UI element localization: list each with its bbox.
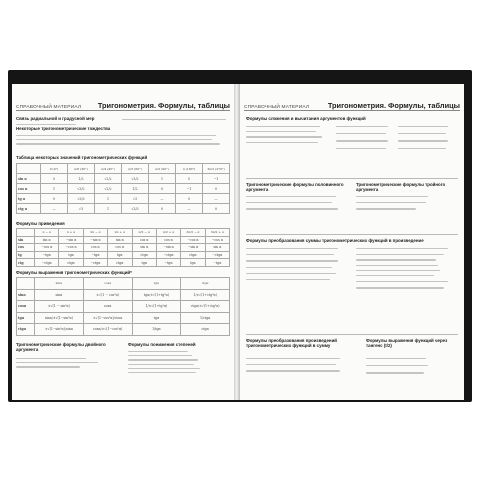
table-cell: tgα [17,312,35,324]
left-page [12,84,234,400]
table-cell: −cos α [181,236,205,244]
table-cell: −tgα [205,259,229,267]
column-header: π + α [59,229,83,237]
column-header: tgα [132,278,181,290]
formula-block [336,124,394,149]
table-cell: ctgα [132,251,156,259]
table-cell: cosα [17,301,35,313]
table-row [17,251,230,259]
section-reduction: Формулы приведения [16,221,65,226]
formula-block [16,133,230,145]
formula-block [16,122,112,125]
table-cell: tgα/±√(1+tg²α) [132,289,181,301]
column-header: π/2 (90°) [149,164,176,174]
column-header: 0 (0°) [41,164,68,174]
table-cell: √3 [68,204,95,214]
table-cell: −cos α [35,244,59,252]
table-cell: cos α [83,244,107,252]
table-cell: cosα [83,301,132,313]
table-cell: ±√(1−cos²α)/cosα [83,312,132,324]
table-cell: tgα [132,312,181,324]
table-cell: √3/3 [122,204,149,214]
table-cell: 1 [149,174,176,184]
section-radian-degree: Связь радиальной и градусной мер [16,116,95,121]
formula-block [366,356,458,374]
left-header-title: Тригонометрия. Формулы, таблицы [97,101,230,110]
column-header: cosα [83,278,132,290]
table-cell: 0 [41,194,68,204]
table-cell: √2/2 [95,174,122,184]
formula-block [246,356,350,372]
formula-block [356,194,456,210]
table-row [17,278,230,290]
column-header: π/4 (45°) [95,164,122,174]
table-cell: ±√(1−sin²α)/sinα [35,324,84,336]
section-identities: Некоторые тригонометрические тождества [16,126,111,131]
table-cell: — [203,194,230,204]
table-cell: √3/3 [68,194,95,204]
right-header-title: Тригонометрия. Формулы, таблицы [327,101,460,110]
table-cell: −cos α [59,244,83,252]
table-cell: sin α [17,174,41,184]
column-header: 3π/2 − α [181,229,205,237]
column-header: π/6 (30°) [68,164,95,174]
table-cell: ctgα [181,251,205,259]
table-cell: ctgα [17,324,35,336]
column-header: π/2 + α [156,229,180,237]
table-cell: ctg α [17,204,41,214]
table-cell: cos α [156,236,180,244]
table-row [17,312,230,324]
table-cell: −sin α [156,244,180,252]
table-cell: −ctgα [35,259,59,267]
table-cell: sin α [205,244,229,252]
table-cell: ctg [17,259,35,267]
table-cell: — [41,204,68,214]
column-header [17,278,35,290]
table-cell: tgα [59,251,83,259]
table-cell: 0 [41,174,68,184]
left-page-header [16,96,230,111]
table-cell: 1/2 [122,184,149,194]
table-row [17,194,230,204]
column-header: sinα [35,278,84,290]
values-table [16,163,230,214]
right-header-label: СПРАВОЧНЫЙ МАТЕРИАЛ [244,105,310,110]
formula-block [356,246,458,289]
formula-block [246,246,346,280]
table-cell: 1/±√(1+ctg²α) [181,289,230,301]
expression-table [16,277,230,336]
table-cell: 1/2 [68,174,95,184]
reduction-table [16,228,230,267]
table-cell: −tgα [35,251,59,259]
table-cell: √3/2 [122,174,149,184]
table-cell: 0 [149,204,176,214]
table-cell: sin α [35,236,59,244]
formula-block [398,124,458,149]
table-cell: 1/tgα [132,324,181,336]
table-row [17,164,230,174]
table-cell: 1 [95,194,122,204]
table-row [17,259,230,267]
table-row [17,204,230,214]
column-header: π (180°) [176,164,203,174]
table-cell: cos α [132,236,156,244]
table-cell: ctgα [59,259,83,267]
table-cell: 0 [203,184,230,194]
table-cell: 0 [176,194,203,204]
table-cell: −sin α [59,236,83,244]
table-cell: −ctgα [156,251,180,259]
column-header: 3π/2 + α [205,229,229,237]
table-cell: 1/ctgα [181,312,230,324]
table-cell: 0 [176,174,203,184]
table-cell: −1 [203,174,230,184]
section-sum-to-product: Формулы преобразования суммы тригонометрических функций в произведение [246,238,424,243]
table-row [17,229,230,237]
table-cell: 0 [203,204,230,214]
section-expression: Формулы выражения тригонометрических функций* [16,270,132,275]
table-cell: −sin α [181,244,205,252]
table-row [17,301,230,313]
table-cell: sinα [17,289,35,301]
table-cell: sinα [35,289,84,301]
section-tangent-half: Формулы выражения функций через тангенс (t/2) [366,338,448,349]
table-cell: √3 [122,194,149,204]
formula-block [246,194,346,210]
formula-block [128,349,228,373]
column-header [17,164,41,174]
column-header: 2π + α [108,229,132,237]
table-row [17,244,230,252]
column-header: π/3 (60°) [122,164,149,174]
table-cell: tgα [181,259,205,267]
column-header [17,229,35,237]
divider [246,178,458,179]
formula-block [16,356,114,368]
table-cell: cos α [108,244,132,252]
table-cell: cos α [17,184,41,194]
divider [246,334,458,335]
section-product-to-sum: Формулы преобразования произведений тригонометрических функций в сумму [246,338,337,349]
table-row [17,289,230,301]
column-header: ctgα [181,278,230,290]
column-header: 3π/2 (270°) [203,164,230,174]
right-page [240,84,464,400]
table-cell: −ctgα [83,259,107,267]
section-half-arg: Тригонометрические формулы половинного аргумента [246,182,344,193]
table-cell: ctgα [108,259,132,267]
table-row [17,236,230,244]
table-cell: sin [17,236,35,244]
column-header: 2π − α [83,229,107,237]
table-cell: −sin α [83,236,107,244]
table-cell: ctgα [181,324,230,336]
section-addition: Формулы сложения и вычитания аргументов функций [246,116,366,121]
table-cell: cos [17,244,35,252]
table-row [17,184,230,194]
section-triple-arg: Тригонометрические формулы тройного аргумента [356,182,446,193]
table-cell: −cos α [205,236,229,244]
table-cell: −1 [176,184,203,194]
table-cell: ±√(1 − cos²α) [83,289,132,301]
table-cell: −tgα [83,251,107,259]
table-cell: tg [17,251,35,259]
divider [246,234,458,235]
table-row [17,324,230,336]
table-cell: 0 [149,184,176,194]
section-values-table: Таблица некоторых значений тригонометрических функций [16,155,148,160]
table-cell: — [176,204,203,214]
table-cell: −ctgα [205,251,229,259]
table-cell: sinα/±√(1−sin²α) [35,312,84,324]
table-cell: sin α [108,236,132,244]
table-cell: tgα [108,251,132,259]
table-cell: 1/±√(1+tg²α) [132,301,181,313]
table-cell: ctgα/±√(1+ctg²α) [181,301,230,313]
table-cell: — [149,194,176,204]
left-header-label: СПРАВОЧНЫЙ МАТЕРИАЛ [16,105,82,110]
table-cell: tgα [132,259,156,267]
table-cell: 1 [41,184,68,194]
table-cell: −tgα [156,259,180,267]
column-header: π − α [35,229,59,237]
column-header: π/2 − α [132,229,156,237]
section-double-arg: Тригонометрические формулы двойного аргумента [16,342,106,353]
formula-block [122,117,230,120]
table-cell: sin α [132,244,156,252]
right-page-header [244,96,460,111]
formula-block [246,124,330,143]
table-cell: cosα/±√(1−cos²α) [83,324,132,336]
table-cell: 1 [95,204,122,214]
table-cell: ±√(1 − sin²α) [35,301,84,313]
table-cell: √2/2 [95,184,122,194]
table-cell: tg α [17,194,41,204]
table-row [17,174,230,184]
table-cell: √3/2 [68,184,95,194]
section-power-reduction: Формулы понижения степеней [128,342,196,347]
